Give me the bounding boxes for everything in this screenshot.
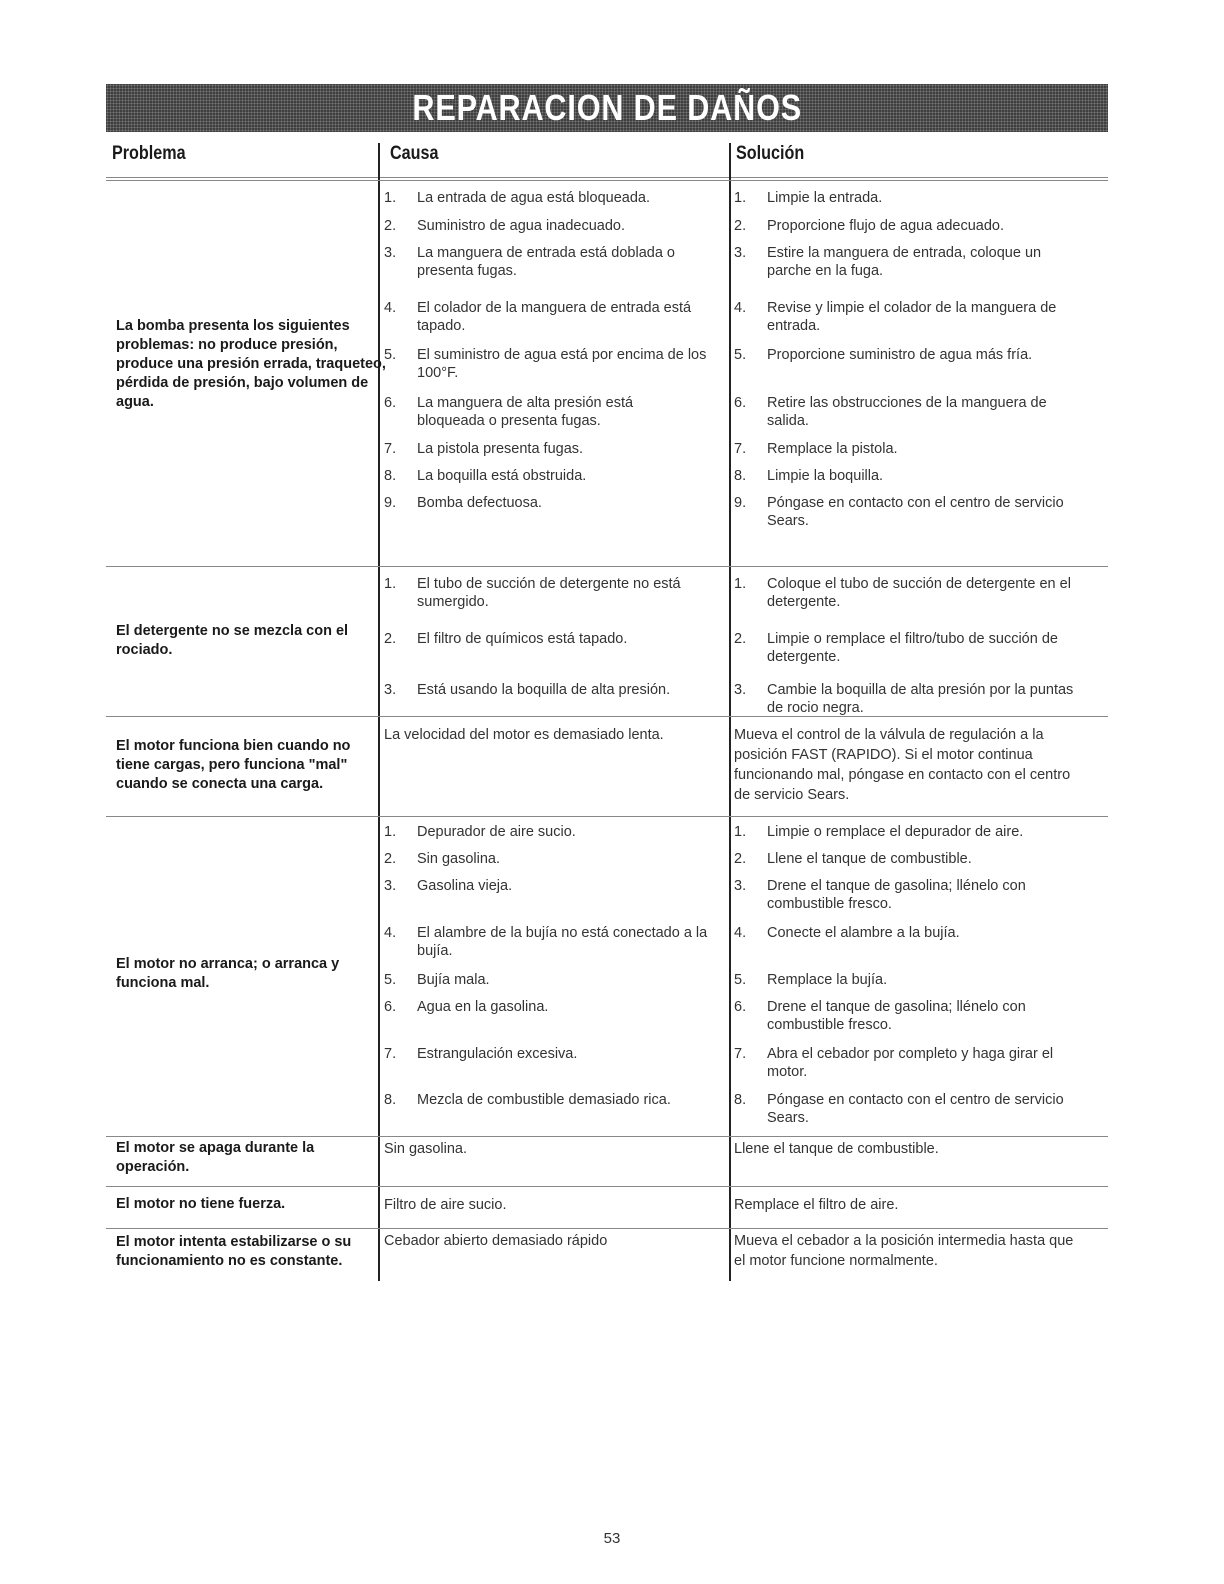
item-text: Limpie la boquilla.: [767, 468, 884, 484]
item-number: 6.: [734, 999, 747, 1015]
item-number: 6.: [384, 395, 397, 411]
item-text: Gasolina vieja.: [417, 878, 513, 894]
table-row: [106, 1136, 1108, 1187]
item-number: 8.: [734, 468, 747, 484]
item-number: 2.: [734, 218, 747, 234]
item-text: El colador de la manguera de entrada está tapado.: [417, 300, 692, 334]
table-row: [106, 816, 1108, 1137]
item-text: Conecte el alambre a la bujía.: [767, 925, 960, 941]
item-text: El filtro de químicos está tapado.: [417, 631, 628, 647]
item-text: La boquilla está obstruida.: [417, 468, 587, 484]
item-text: Limpie o remplace el filtro/tubo de succión de detergente.: [767, 631, 1058, 665]
item-text: Revise y limpie el colador de la manguera de entrada.: [767, 300, 1057, 334]
item-number: 1.: [734, 190, 747, 206]
item-number: 4.: [384, 300, 397, 316]
item-number: 1.: [734, 576, 747, 592]
item-number: 5.: [734, 347, 747, 363]
column-header-cause: Causa: [390, 143, 439, 164]
table-row: [106, 180, 1108, 567]
item-text: Estrangulación excesiva.: [417, 1046, 578, 1062]
problem-text: El motor intenta estabilizarse o su funcionamiento no es constante.: [116, 1234, 352, 1269]
item-number: 6.: [384, 999, 397, 1015]
item-number: 1.: [384, 576, 397, 592]
table-row: [106, 1228, 1108, 1282]
item-text: Mezcla de combustible demasiado rica.: [417, 1092, 671, 1108]
item-number: 3.: [384, 245, 397, 261]
table-header: [106, 143, 1108, 178]
item-number: 8.: [384, 1092, 397, 1108]
cause-text: Sin gasolina.: [384, 1141, 468, 1157]
item-text: Suministro de agua inadecuado.: [417, 218, 625, 234]
item-text: Abra el cebador por completo y haga girar el motor.: [767, 1046, 1054, 1080]
item-text: Drene el tanque de gasolina; llénelo con combustible fresco.: [767, 878, 1026, 912]
item-number: 6.: [734, 395, 747, 411]
table-row: [106, 1186, 1108, 1229]
solution-text: Llene el tanque de combustible.: [734, 1141, 939, 1157]
item-number: 4.: [734, 925, 747, 941]
item-number: 8.: [384, 468, 397, 484]
item-text: Proporcione suministro de agua más fría.: [767, 347, 1033, 363]
item-text: Bujía mala.: [417, 972, 490, 988]
item-text: Cambie la boquilla de alta presión por la puntas de rocio negra.: [767, 682, 1074, 716]
item-text: Estire la manguera de entrada, coloque un parche en la fuga.: [767, 245, 1042, 279]
item-text: Agua en la gasolina.: [417, 999, 549, 1015]
problem-text: El motor se apaga durante la operación.: [116, 1140, 315, 1175]
item-text: Drene el tanque de gasolina; llénelo con combustible fresco.: [767, 999, 1026, 1033]
cause-text: Filtro de aire sucio.: [384, 1197, 507, 1213]
item-text: Remplace la bujía.: [767, 972, 888, 988]
item-text: El suministro de agua está por encima de los 100°F.: [417, 347, 707, 381]
item-number: 2.: [734, 631, 747, 647]
problem-text: El motor no arranca; o arranca y funciona mal.: [116, 956, 340, 991]
item-number: 3.: [384, 878, 397, 894]
item-text: Está usando la boquilla de alta presión.: [417, 682, 671, 698]
item-number: 5.: [384, 347, 397, 363]
item-text: Bomba defectuosa.: [417, 495, 542, 511]
item-text: Remplace la pistola.: [767, 441, 898, 457]
item-number: 2.: [384, 631, 397, 647]
item-number: 5.: [734, 972, 747, 988]
cause-text: Cebador abierto demasiado rápido: [384, 1233, 608, 1249]
solution-text: Mueva el cebador a la posición intermedia hasta que el motor funcione normalmente.: [734, 1233, 1074, 1269]
item-text: Sin gasolina.: [417, 851, 501, 867]
item-number: 2.: [384, 218, 397, 234]
item-number: 2.: [384, 851, 397, 867]
item-number: 5.: [384, 972, 397, 988]
item-number: 4.: [384, 925, 397, 941]
item-number: 2.: [734, 851, 747, 867]
page-number: 53: [603, 1530, 621, 1547]
solution-text: Remplace el filtro de aire.: [734, 1197, 899, 1213]
item-text: La entrada de agua está bloqueada.: [417, 190, 651, 206]
item-number: 7.: [384, 1046, 397, 1062]
item-number: 1.: [384, 190, 397, 206]
item-text: El alambre de la bujía no está conectado a la bujía.: [417, 925, 708, 959]
table-row: [106, 566, 1108, 717]
item-number: 3.: [384, 682, 397, 698]
item-number: 4.: [734, 300, 747, 316]
item-text: Retire las obstrucciones de la manguera de salida.: [767, 395, 1047, 429]
item-number: 7.: [734, 441, 747, 457]
item-text: La pistola presenta fugas.: [417, 441, 584, 457]
item-text: El tubo de succión de detergente no está sumergido.: [417, 576, 681, 610]
page-title: REPARACION DE DAÑOS: [412, 87, 802, 128]
item-number: 3.: [734, 682, 747, 698]
item-number: 9.: [734, 495, 747, 511]
problem-text: El motor funciona bien cuando no tiene cargas, pero funciona "mal" cuando se conecta una carga.: [116, 738, 351, 792]
problem-text: El detergente no se mezcla con el rociado.: [116, 623, 349, 658]
solution-text: Mueva el control de la válvula de regulación a la posición FAST (RAPIDO). Si el motor continua funcionando mal, póngase en contacto con el centro de servicio Sears.: [734, 727, 1071, 803]
item-number: 3.: [734, 878, 747, 894]
item-text: Póngase en contacto con el centro de servicio Sears.: [767, 495, 1064, 529]
item-text: Llene el tanque de combustible.: [767, 851, 972, 867]
item-text: Proporcione flujo de agua adecuado.: [767, 218, 1005, 234]
item-number: 7.: [734, 1046, 747, 1062]
item-text: La manguera de alta presión está bloqueada o presenta fugas.: [417, 395, 634, 429]
title-banner: [106, 84, 1108, 132]
problem-text: La bomba presenta los siguientes problemas: no produce presión, produce una presión errada, traqueteo, pérdida de presión, bajo volumen de agua.: [116, 318, 386, 410]
item-number: 3.: [734, 245, 747, 261]
cause-text: La velocidad del motor es demasiado lenta.: [384, 727, 664, 743]
column-header-problem: Problema: [112, 143, 186, 164]
table-row: [106, 716, 1108, 817]
item-number: 1.: [384, 824, 397, 840]
item-text: Póngase en contacto con el centro de servicio Sears.: [767, 1092, 1064, 1126]
item-text: Limpie la entrada.: [767, 190, 883, 206]
column-header-solution: Solución: [736, 143, 805, 164]
item-text: Coloque el tubo de succión de detergente en el detergente.: [767, 576, 1071, 610]
item-number: 7.: [384, 441, 397, 457]
item-number: 1.: [734, 824, 747, 840]
item-number: 9.: [384, 495, 397, 511]
item-text: La manguera de entrada está doblada o presenta fugas.: [417, 245, 675, 279]
item-number: 8.: [734, 1092, 747, 1108]
item-text: Depurador de aire sucio.: [417, 824, 576, 840]
problem-text: El motor no tiene fuerza.: [116, 1196, 286, 1212]
item-text: Limpie o remplace el depurador de aire.: [767, 824, 1024, 840]
